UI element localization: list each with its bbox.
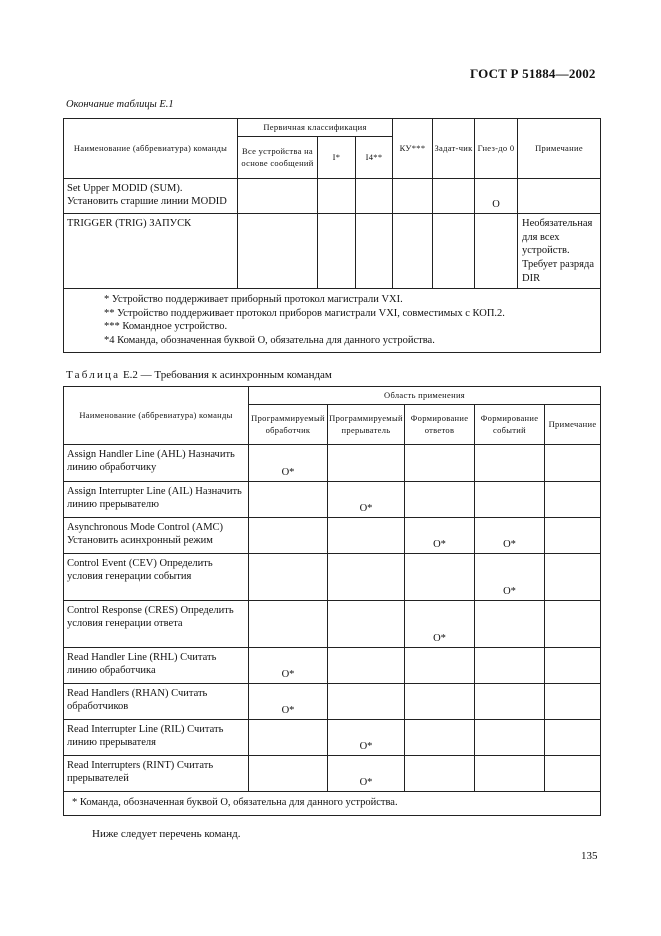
table-row [64, 482, 601, 518]
t2-cell-events [475, 756, 545, 792]
table-row [64, 214, 601, 289]
t1-header-gnezdo: Гнез-до 0 [475, 119, 518, 179]
t1-footnote: *4 Команда, обозначенная буквой О, обязательна для данного устройства. [104, 335, 435, 347]
t2-cell-handler [249, 482, 328, 518]
t2-header-handler: Программируемый обработчик [249, 405, 328, 445]
table-row [64, 554, 601, 601]
t2-cell-responses [405, 756, 475, 792]
t1-header-i4: I4** [356, 137, 393, 179]
t2-cell-interrupter [328, 445, 405, 482]
t2-row-name: Read Interrupter Line (RIL) Считать линию прерывателя [64, 720, 249, 756]
page-number: 135 [581, 850, 598, 862]
t2-header-events: Формирование событий [475, 405, 545, 445]
t1-header-zad: Задат-чик [433, 119, 475, 179]
t1-header-ku: КУ*** [393, 119, 433, 179]
t2-cell-handler [249, 518, 328, 554]
t1-footnote: *** Командное устройство. [104, 321, 228, 333]
t2-cell-responses [405, 684, 475, 720]
t1-row-name: TRIGGER (TRIG) ЗАПУСК [64, 214, 238, 289]
t2-cell-events [475, 648, 545, 684]
t2-header-interrupter: Программируемый прерыватель [328, 405, 405, 445]
t1-footnote: ** Устройство поддерживает протокол приборов магистрали VXI, совместимых с КОП.2. [104, 307, 505, 319]
table-row [64, 601, 601, 648]
t2-cell-interrupter: O* [328, 756, 405, 792]
t2-cell-handler: O* [249, 684, 328, 720]
t2-cell-responses [405, 554, 475, 601]
t2-cell-events [475, 601, 545, 648]
t2-cell-interrupter [328, 648, 405, 684]
table1-caption: Окончание таблицы Е.1 [66, 99, 174, 110]
t2-cell-interrupter [328, 601, 405, 648]
t2-cell-events [475, 720, 545, 756]
t2-row-name: Read Handlers (RHAN) Считать обработчиков [64, 684, 249, 720]
t2-cell-events: O* [475, 518, 545, 554]
table-row [64, 720, 601, 756]
t1-row-note: Необязательная для всех устройств. Требует разряда DIR [518, 214, 601, 289]
t2-cell-handler [249, 720, 328, 756]
t2-row-name: Asynchronous Mode Control (AMC) Установить асинхронный режим [64, 518, 249, 554]
t2-header-responses: Формирование ответов [405, 405, 475, 445]
t1-row-note [518, 179, 601, 214]
t2-cell-events [475, 445, 545, 482]
t2-cell-handler [249, 601, 328, 648]
t2-footnote: * Команда, обозначенная буквой О, обязательна для данного устройства. [64, 792, 601, 816]
t2-cell-responses [405, 720, 475, 756]
t2-cell-handler [249, 756, 328, 792]
t2-cell-responses [405, 445, 475, 482]
t1-row-name: Set Upper MODID (SUM). Установить старшие линии MODID [64, 179, 238, 214]
t2-cell-events [475, 482, 545, 518]
t1-header-i: I* [318, 137, 356, 179]
t1-header-primary: Первичная классификация [238, 119, 393, 137]
table-row [64, 648, 601, 684]
table-e1 [63, 118, 601, 353]
t1-header-note: Примечание [518, 119, 601, 179]
standard-number: ГОСТ Р 51884—2002 [470, 66, 596, 81]
t2-row-name: Assign Handler Line (AHL) Назначить линию обработчику [64, 445, 249, 482]
t2-header-area: Область применения [249, 387, 601, 405]
t1-row-gnezdo [475, 214, 518, 289]
t2-cell-responses [405, 482, 475, 518]
t2-cell-interrupter: O* [328, 720, 405, 756]
t2-cell-interrupter [328, 518, 405, 554]
t2-row-name: Read Handler Line (RHL) Считать линию обработчика [64, 648, 249, 684]
t2-cell-handler [249, 554, 328, 601]
table-row [64, 518, 601, 554]
table2-caption [66, 369, 332, 381]
t2-cell-handler: O* [249, 445, 328, 482]
t2-cell-interrupter [328, 684, 405, 720]
t2-cell-responses [405, 648, 475, 684]
t2-row-name: Control Response (CRES) Определить условия генерации ответа [64, 601, 249, 648]
t1-header-name: Наименование (аббревиатура) команды [64, 119, 238, 179]
t1-header-all-devices: Все устройства на основе сообщений [238, 137, 318, 179]
t1-row-gnezdo: O [475, 179, 518, 214]
t2-header-note: Примечание [545, 405, 601, 445]
t2-cell-events [475, 684, 545, 720]
table2-caption-label: Таблица [66, 369, 121, 381]
t2-row-name: Read Interrupters (RINT) Считать прерывателей [64, 756, 249, 792]
t2-cell-events: O* [475, 554, 545, 601]
t2-row-name: Assign Interrupter Line (AIL) Назначить линию прерывателю [64, 482, 249, 518]
t2-row-name: Control Event (CEV) Определить условия генерации события [64, 554, 249, 601]
t1-footnotes [64, 289, 601, 353]
t2-header-name: Наименование (аббревиатура) команды [64, 387, 249, 445]
table-row [64, 684, 601, 720]
t2-cell-handler: O* [249, 648, 328, 684]
closing-text: Ниже следует перечень команд. [92, 828, 241, 840]
t2-cell-interrupter [328, 554, 405, 601]
table-e2 [63, 386, 601, 816]
table-row [64, 445, 601, 482]
t2-cell-responses: O* [405, 518, 475, 554]
table-row [64, 179, 601, 214]
t1-footnote: * Устройство поддерживает приборный протокол магистрали VXI. [104, 294, 403, 306]
table2-caption-title: Е.2 — Требования к асинхронным командам [120, 369, 332, 381]
table-row [64, 756, 601, 792]
t2-cell-interrupter: O* [328, 482, 405, 518]
t2-cell-responses: O* [405, 601, 475, 648]
